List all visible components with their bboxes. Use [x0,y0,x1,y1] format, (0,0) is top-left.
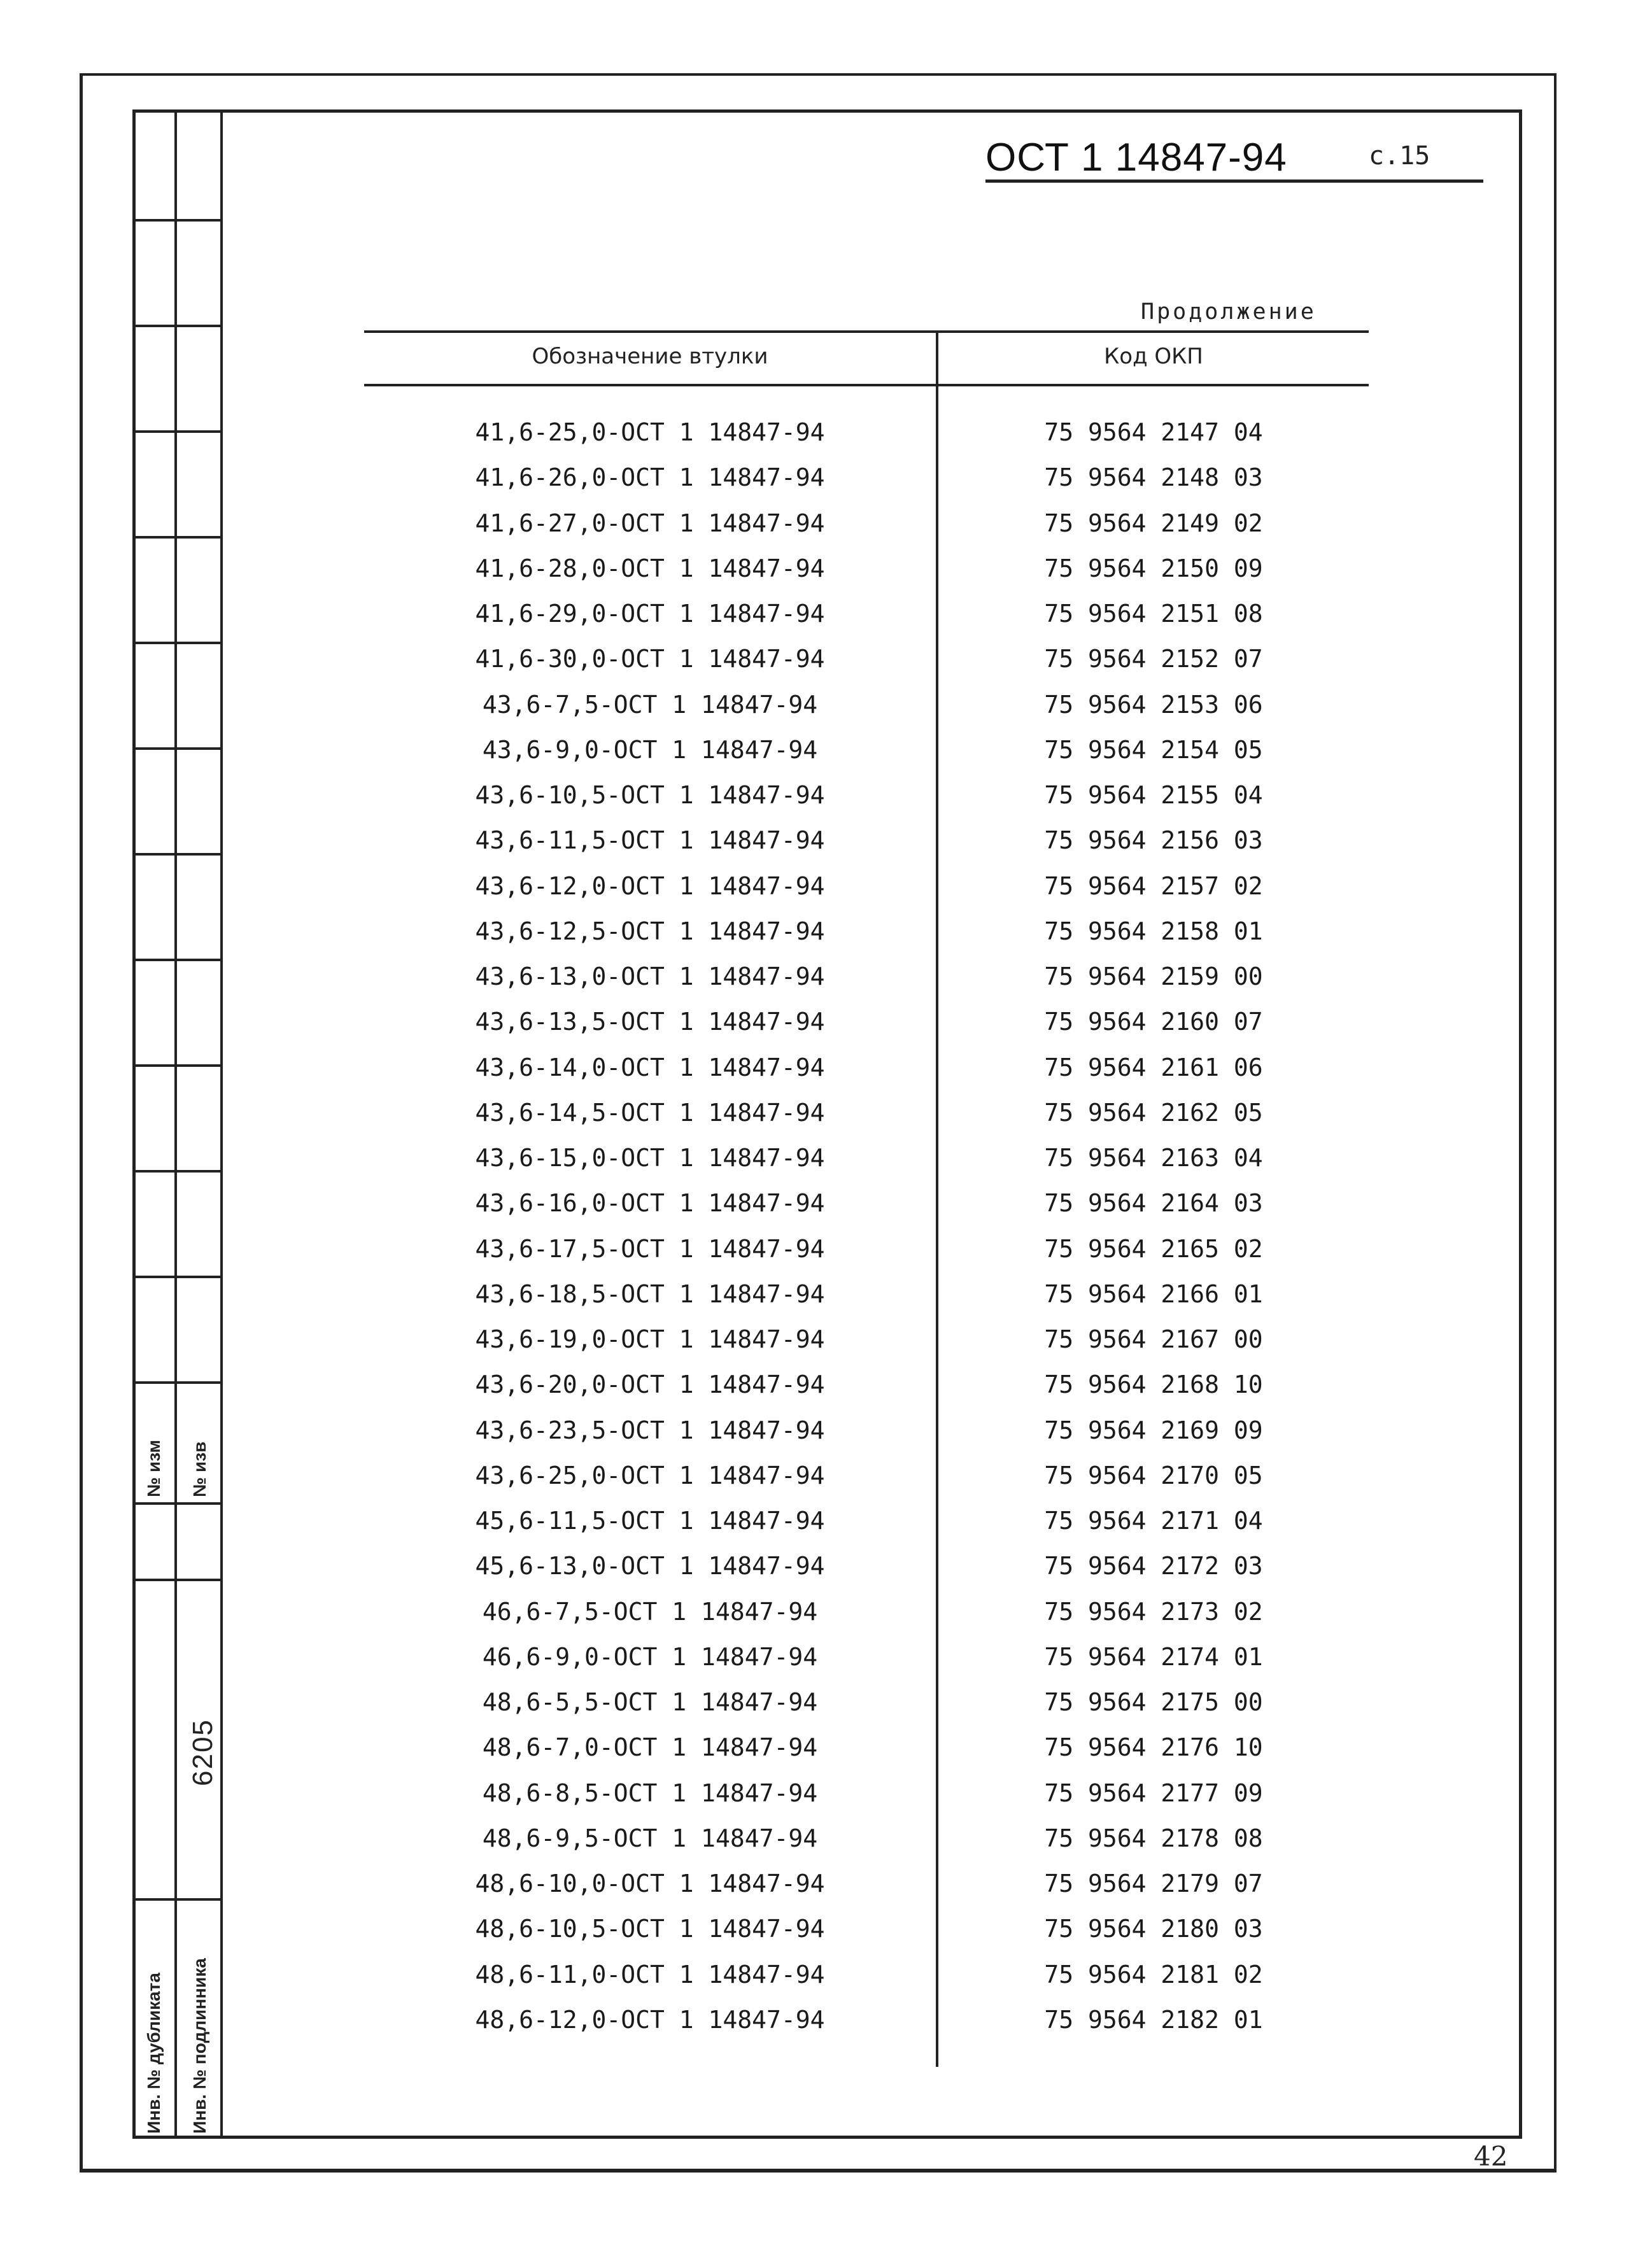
bushing-designation: 41,6-29,0-ОСТ 1 14847-94 [475,600,825,628]
okp-code: 75 9564 2147 04 [1044,418,1263,446]
bushing-designation: 48,6-11,0-ОСТ 1 14847-94 [475,1960,825,1989]
bushing-designation: 43,6-13,0-ОСТ 1 14847-94 [475,962,825,990]
strip-rule [132,1381,223,1384]
continuation-label: Продолжение [1141,299,1317,325]
bushing-designation: 43,6-17,5-ОСТ 1 14847-94 [475,1234,825,1263]
okp-code: 75 9564 2162 05 [1044,1098,1263,1127]
table-row [364,1090,1369,1136]
bushing-designation: 43,6-18,5-ОСТ 1 14847-94 [475,1279,825,1308]
okp-code: 75 9564 2148 03 [1044,463,1263,492]
table-row [364,1408,1369,1453]
bushing-designation: 41,6-27,0-ОСТ 1 14847-94 [475,509,825,537]
okp-code: 75 9564 2166 01 [1044,1279,1263,1308]
bushing-designation: 43,6-12,0-ОСТ 1 14847-94 [475,871,825,900]
okp-code: 75 9564 2181 02 [1044,1960,1263,1989]
okp-code: 75 9564 2155 04 [1044,781,1263,809]
okp-code: 75 9564 2176 10 [1044,1733,1263,1762]
strip-rule [132,325,223,327]
doc-code: ОСТ 1 14847-94 [985,136,1287,180]
table-row [364,1317,1369,1362]
header-rule [985,180,1483,183]
original-inv-value: 6205 [187,1719,218,1786]
table-row [364,1635,1369,1680]
table-row [364,1861,1369,1906]
okp-code: 75 9564 2156 03 [1044,826,1263,855]
table-body [364,410,1369,2043]
table-row [364,637,1369,682]
table-row [364,501,1369,546]
okp-code: 75 9564 2169 09 [1044,1416,1263,1444]
table-row [364,1136,1369,1181]
bushing-designation: 43,6-14,0-ОСТ 1 14847-94 [475,1053,825,1081]
okp-code: 75 9564 2160 07 [1044,1008,1263,1036]
table-row [364,864,1369,909]
table-row [364,1498,1369,1544]
strip-rule [132,959,223,961]
okp-code: 75 9564 2175 00 [1044,1688,1263,1716]
table-row [364,1272,1369,1317]
okp-code: 75 9564 2172 03 [1044,1552,1263,1581]
bushing-designation: 48,6-9,5-ОСТ 1 14847-94 [482,1824,818,1852]
strip-rule [132,1170,223,1173]
okp-code: 75 9564 2173 02 [1044,1597,1263,1626]
table-row [364,999,1369,1045]
table-row [364,1453,1369,1498]
table-row [364,773,1369,818]
okp-code: 75 9564 2163 04 [1044,1144,1263,1172]
bushing-designation: 43,6-16,0-ОСТ 1 14847-94 [475,1189,825,1218]
strip-rule [132,219,223,222]
bushing-designation: 48,6-7,0-ОСТ 1 14847-94 [482,1733,818,1762]
table-row [364,1544,1369,1589]
strip-rule [132,747,223,750]
table-row [364,1362,1369,1407]
table-row [364,410,1369,455]
okp-code: 75 9564 2153 06 [1044,690,1263,719]
bushing-designation: 48,6-10,5-ОСТ 1 14847-94 [475,1915,825,1943]
table-row [364,1997,1369,2043]
column-header-designation: Обозначение втулки [532,344,768,369]
table-row [364,1045,1369,1090]
bushing-designation: 46,6-7,5-ОСТ 1 14847-94 [482,1597,818,1626]
okp-code: 75 9564 2165 02 [1044,1234,1263,1263]
okp-code: 75 9564 2168 10 [1044,1370,1263,1399]
bushing-designation: 43,6-19,0-ОСТ 1 14847-94 [475,1325,825,1353]
sheet-number: 42 [1474,2141,1508,2172]
okp-code: 75 9564 2174 01 [1044,1642,1263,1671]
page-label: с.15 [1369,141,1430,171]
strip-rule [132,1276,223,1278]
table-row [364,1589,1369,1635]
strip-rule [132,642,223,644]
original-inv-label: Инв. № подлинника [190,1958,209,2134]
bushing-designation: 43,6-7,5-ОСТ 1 14847-94 [482,690,818,719]
strip-rule [132,1579,223,1581]
strip-rule [132,1898,223,1901]
change-number-label: № изм [144,1439,164,1497]
bushing-designation: 45,6-13,0-ОСТ 1 14847-94 [475,1552,825,1581]
table-row [364,591,1369,637]
strip-divider-1 [174,109,177,2139]
bushing-designation: 43,6-9,0-ОСТ 1 14847-94 [482,735,818,764]
table-row [364,909,1369,954]
okp-code: 75 9564 2161 06 [1044,1053,1263,1081]
okp-code: 75 9564 2171 04 [1044,1507,1263,1535]
okp-code: 75 9564 2180 03 [1044,1915,1263,1943]
strip-divider-2 [220,109,223,2139]
bushing-designation: 48,6-8,5-ОСТ 1 14847-94 [482,1779,818,1807]
okp-code: 75 9564 2177 09 [1044,1779,1263,1807]
bushing-designation: 43,6-14,5-ОСТ 1 14847-94 [475,1098,825,1127]
bushing-designation: 43,6-23,5-ОСТ 1 14847-94 [475,1416,825,1444]
bushing-designation: 48,6-5,5-ОСТ 1 14847-94 [482,1688,818,1716]
table-row [364,1952,1369,1997]
bushing-designation: 48,6-12,0-ОСТ 1 14847-94 [475,2005,825,2034]
okp-code: 75 9564 2178 08 [1044,1824,1263,1852]
table-row [364,1725,1369,1770]
strip-rule [132,853,223,856]
table-row [364,1680,1369,1725]
notice-number-label: № изв [190,1441,209,1497]
table-top-rule [364,330,1369,333]
okp-code: 75 9564 2151 08 [1044,600,1263,628]
strip-rule [132,1064,223,1067]
table-row [364,728,1369,773]
bushing-designation: 43,6-25,0-ОСТ 1 14847-94 [475,1461,825,1490]
table-header-rule [364,384,1369,386]
table-row [364,1227,1369,1272]
bushing-designation: 43,6-11,5-ОСТ 1 14847-94 [475,826,825,855]
bushing-designation: 41,6-28,0-ОСТ 1 14847-94 [475,554,825,582]
okp-code: 75 9564 2179 07 [1044,1870,1263,1898]
okp-code: 75 9564 2167 00 [1044,1325,1263,1353]
bushing-designation: 48,6-10,0-ОСТ 1 14847-94 [475,1870,825,1898]
table-row [364,546,1369,591]
okp-code: 75 9564 2149 02 [1044,509,1263,537]
column-header-okp: Код ОКП [1104,344,1203,369]
bushing-designation: 43,6-10,5-ОСТ 1 14847-94 [475,781,825,809]
duplicate-inv-label: Инв. № дубликата [144,1973,164,2134]
bushing-designation: 41,6-30,0-ОСТ 1 14847-94 [475,645,825,673]
strip-rule [132,1502,223,1505]
bushing-designation: 41,6-26,0-ОСТ 1 14847-94 [475,463,825,492]
table-row [364,818,1369,863]
strip-rule [132,430,223,433]
okp-code: 75 9564 2150 09 [1044,554,1263,582]
table-row [364,682,1369,728]
table-row [364,1771,1369,1816]
table-row [364,1181,1369,1226]
okp-code: 75 9564 2170 05 [1044,1461,1263,1490]
bushing-designation: 43,6-20,0-ОСТ 1 14847-94 [475,1370,825,1399]
table-row [364,1816,1369,1861]
table-row [364,455,1369,500]
bushing-designation: 45,6-11,5-ОСТ 1 14847-94 [475,1507,825,1535]
bushing-designation: 43,6-12,5-ОСТ 1 14847-94 [475,917,825,945]
okp-code: 75 9564 2182 01 [1044,2005,1263,2034]
okp-code: 75 9564 2154 05 [1044,735,1263,764]
bushing-designation: 43,6-13,5-ОСТ 1 14847-94 [475,1008,825,1036]
bushing-designation: 43,6-15,0-ОСТ 1 14847-94 [475,1144,825,1172]
bushing-designation: 46,6-9,0-ОСТ 1 14847-94 [482,1642,818,1671]
bushing-designation: 41,6-25,0-ОСТ 1 14847-94 [475,418,825,446]
strip-rule [132,536,223,539]
okp-code: 75 9564 2158 01 [1044,917,1263,945]
okp-code: 75 9564 2164 03 [1044,1189,1263,1218]
okp-code: 75 9564 2159 00 [1044,962,1263,990]
okp-code: 75 9564 2152 07 [1044,645,1263,673]
table-row [364,1906,1369,1952]
okp-code: 75 9564 2157 02 [1044,871,1263,900]
table-row [364,954,1369,999]
margin-strip [132,109,223,2139]
